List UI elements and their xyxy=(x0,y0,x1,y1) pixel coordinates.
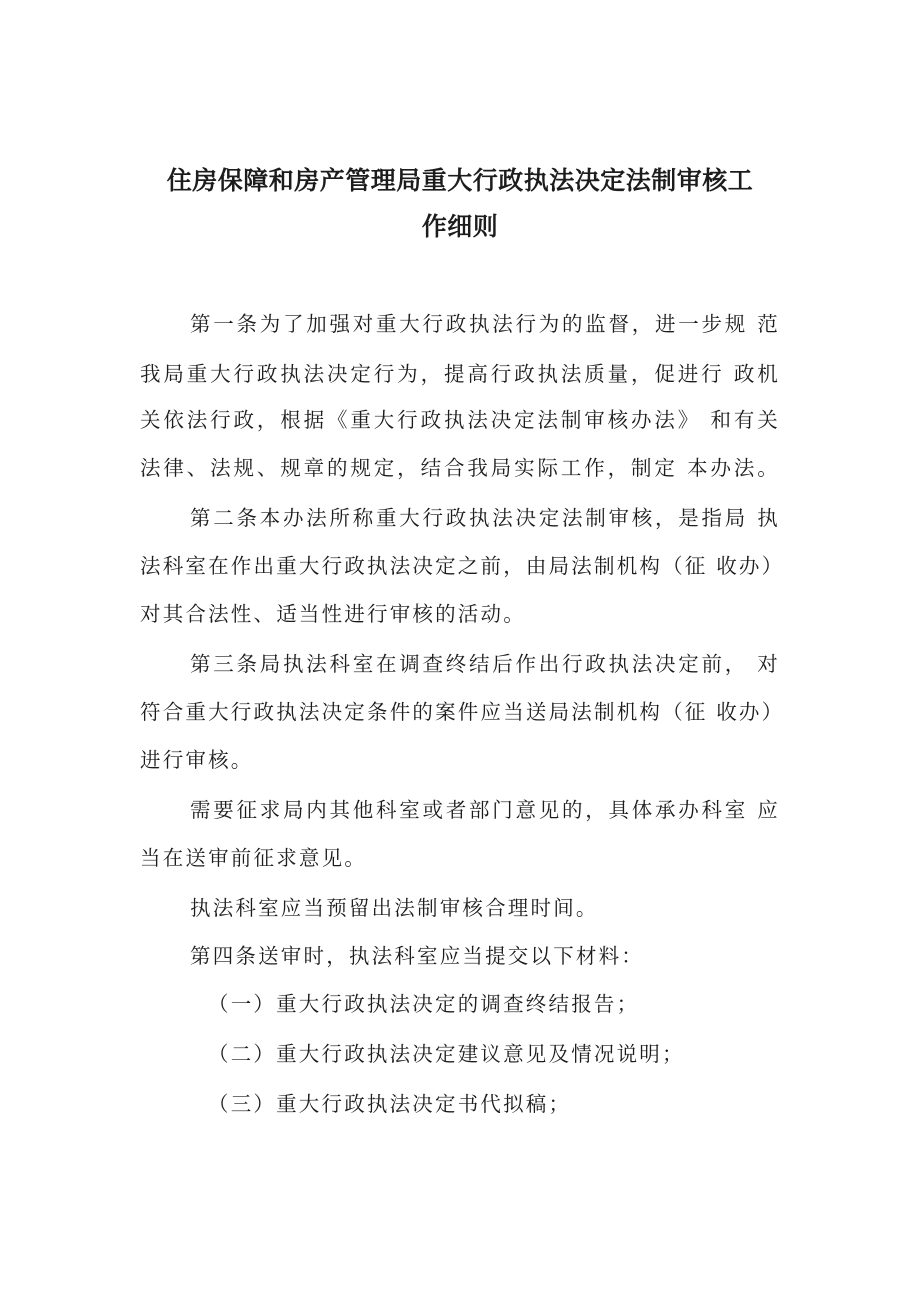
body-text-line: 进行审核。 xyxy=(140,748,254,772)
body-text-line: 对其合法性、适当性进行审核的活动。 xyxy=(140,602,526,626)
body-text-line: 第一条为了加强对重大行政执法行为的监督，进一步规 范 xyxy=(190,312,780,336)
list-item: （三）重大行政执法决定书代拟稿； xyxy=(208,1092,572,1116)
body-text-line: 第三条局执法科室在调查终结后作出行政执法决定前， 对 xyxy=(190,652,780,676)
body-text-line: 需要征求局内其他科室或者部门意见的，具体承办科室 应 xyxy=(190,798,780,822)
body-text-line: 符合重大行政执法决定条件的案件应当送局法制机构（征 收办） xyxy=(140,700,785,724)
list-item: （一）重大行政执法决定的调查终结报告； xyxy=(208,992,640,1016)
body-text-line: 第二条本办法所称重大行政执法决定法制审核，是指局 执 xyxy=(190,506,780,530)
document-title-line-2: 作细则 xyxy=(421,212,499,241)
body-text-line: 当在送审前征求意见。 xyxy=(140,846,367,870)
list-item: （二）重大行政执法决定建议意见及情况说明； xyxy=(208,1042,685,1066)
body-text-line: 法律、法规、规章的规定，结合我局实际工作，制定 本办法。 xyxy=(140,456,780,480)
body-text-line: 法科室在作出重大行政执法决定之前，由局法制机构（征 收办） xyxy=(140,554,785,578)
body-text-line: 我局重大行政执法决定行为，提高行政执法质量，促进行 政机 xyxy=(140,362,780,386)
body-text-line: 关依法行政，根据《重大行政执法决定法制审核办法》 和有关 xyxy=(140,408,780,432)
body-text-line: 第四条送审时，执法科室应当提交以下材料： xyxy=(190,944,644,968)
document-title-line-1: 住房保障和房产管理局重大行政执法决定法制审核工 xyxy=(166,166,754,195)
body-text-line: 执法科室应当预留出法制审核合理时间。 xyxy=(190,896,599,920)
